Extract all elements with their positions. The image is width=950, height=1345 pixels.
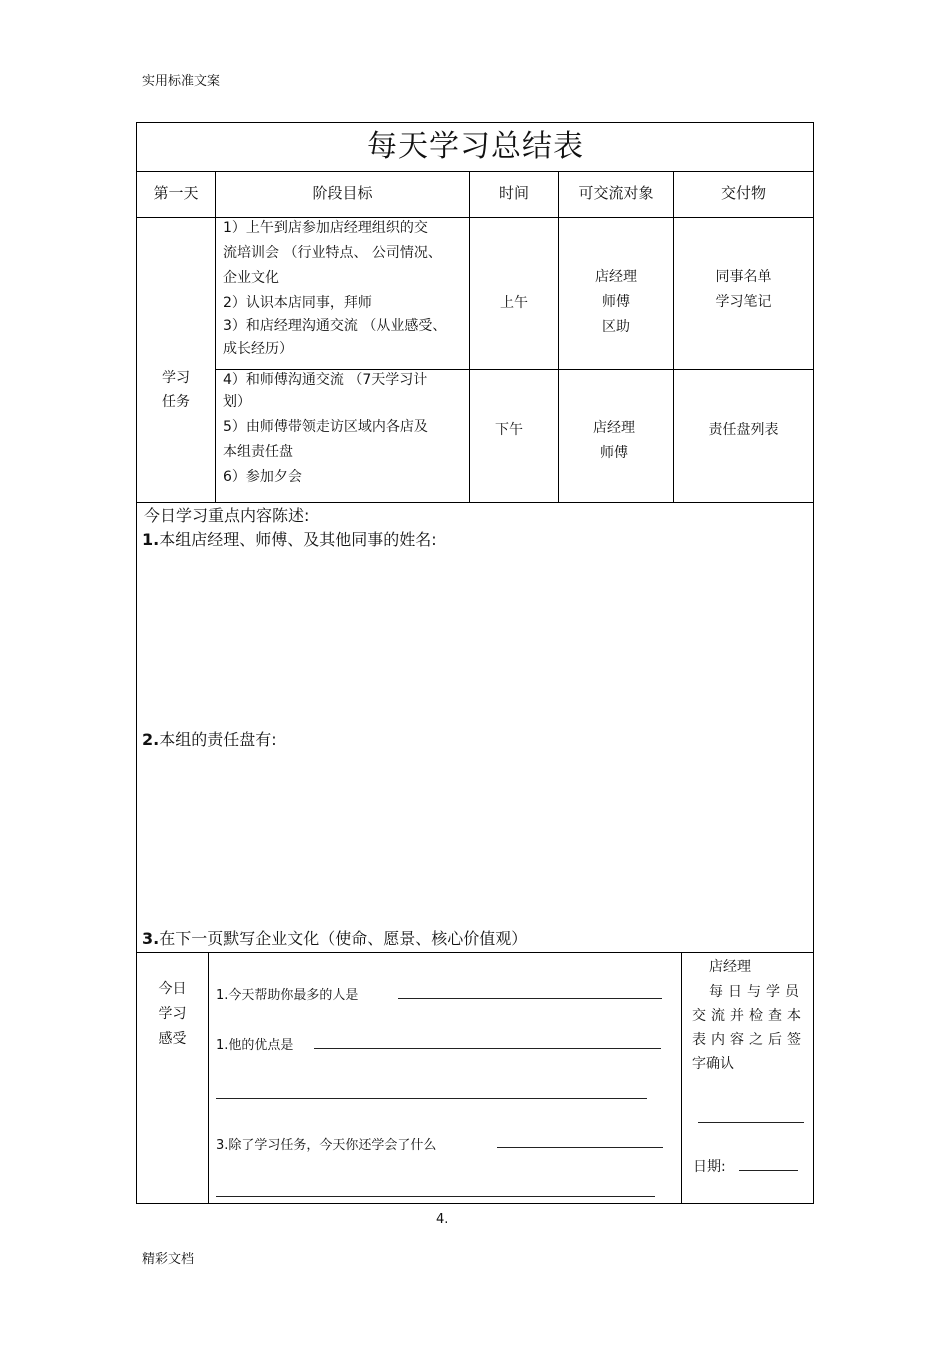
column-header-deliverables: 交付物: [720, 184, 766, 202]
summary-item-1: 1.本组店经理、师傅、及其他同事的姓名:: [142, 530, 437, 549]
page-footer: 精彩文档: [142, 1252, 195, 1267]
answer-line-1[interactable]: [398, 998, 662, 999]
date-label: 日期:: [693, 1159, 726, 1175]
answer-line-5[interactable]: [216, 1196, 655, 1197]
answer-line-4[interactable]: [497, 1147, 663, 1148]
manager-instruction: 每日与学员 交流并检查本 表内容之后签 字确认: [692, 984, 806, 1072]
answer-line-3[interactable]: [216, 1098, 647, 1099]
summary-item-3: 3.在下一页默写企业文化（使命、愿景、核心价值观）: [142, 929, 528, 948]
column-header-day: 第一天: [153, 184, 199, 202]
question-strengths: 1.他的优点是: [216, 1038, 294, 1053]
column-header-contacts: 可交流对象: [578, 184, 654, 202]
row-label-study-tasks: 学习 任务: [162, 370, 190, 410]
summary-item-2: 2.本组的责任盘有:: [142, 730, 277, 749]
summary-heading: 今日学习重点内容陈述:: [144, 506, 310, 525]
feelings-label: 今日 学习 感受: [158, 981, 187, 1047]
table-row-afternoon-deliverables: 责任盘列表: [708, 422, 779, 438]
table-row-morning-deliverables: 同事名单 学习笔记: [715, 269, 772, 310]
column-header-time: 时间: [498, 184, 529, 202]
answer-line-2[interactable]: [314, 1048, 661, 1049]
date-line[interactable]: [739, 1170, 798, 1171]
table-row-afternoon-goals: 4）和师傅沟通交流 （7天学习计 划） 5）由师傅带领走访区域内各店及 本组责任盘 6）参加夕会: [223, 372, 428, 485]
page-number: 4.: [436, 1212, 449, 1227]
manager-signature-line[interactable]: [698, 1122, 804, 1123]
question-other-learnings: 3.除了学习任务，今天你还学会了什么: [216, 1138, 437, 1153]
table-row-morning-time: 上午: [500, 295, 528, 311]
page-header: 实用标准文案: [142, 74, 221, 89]
manager-title: 店经理: [709, 959, 751, 975]
table-row-afternoon-contacts: 店经理 师傅: [593, 420, 635, 461]
form-title: 每天学习总结表: [367, 129, 584, 164]
table-row-morning-goals: 1）上午到店参加店经理组织的交 流培训会 （行业特点、 公司情况、 企业文化 2）认识本店同事，拜师 3）和店经理沟通交流 （从业感受、 成长经历）: [223, 220, 447, 357]
table-row-afternoon-time: 下午: [495, 422, 523, 438]
column-header-goals: 阶段目标: [312, 184, 373, 202]
table-row-morning-contacts: 店经理 师傅 区助: [595, 269, 637, 335]
question-most-helpful-person: 1.今天帮助你最多的人是: [216, 988, 359, 1003]
